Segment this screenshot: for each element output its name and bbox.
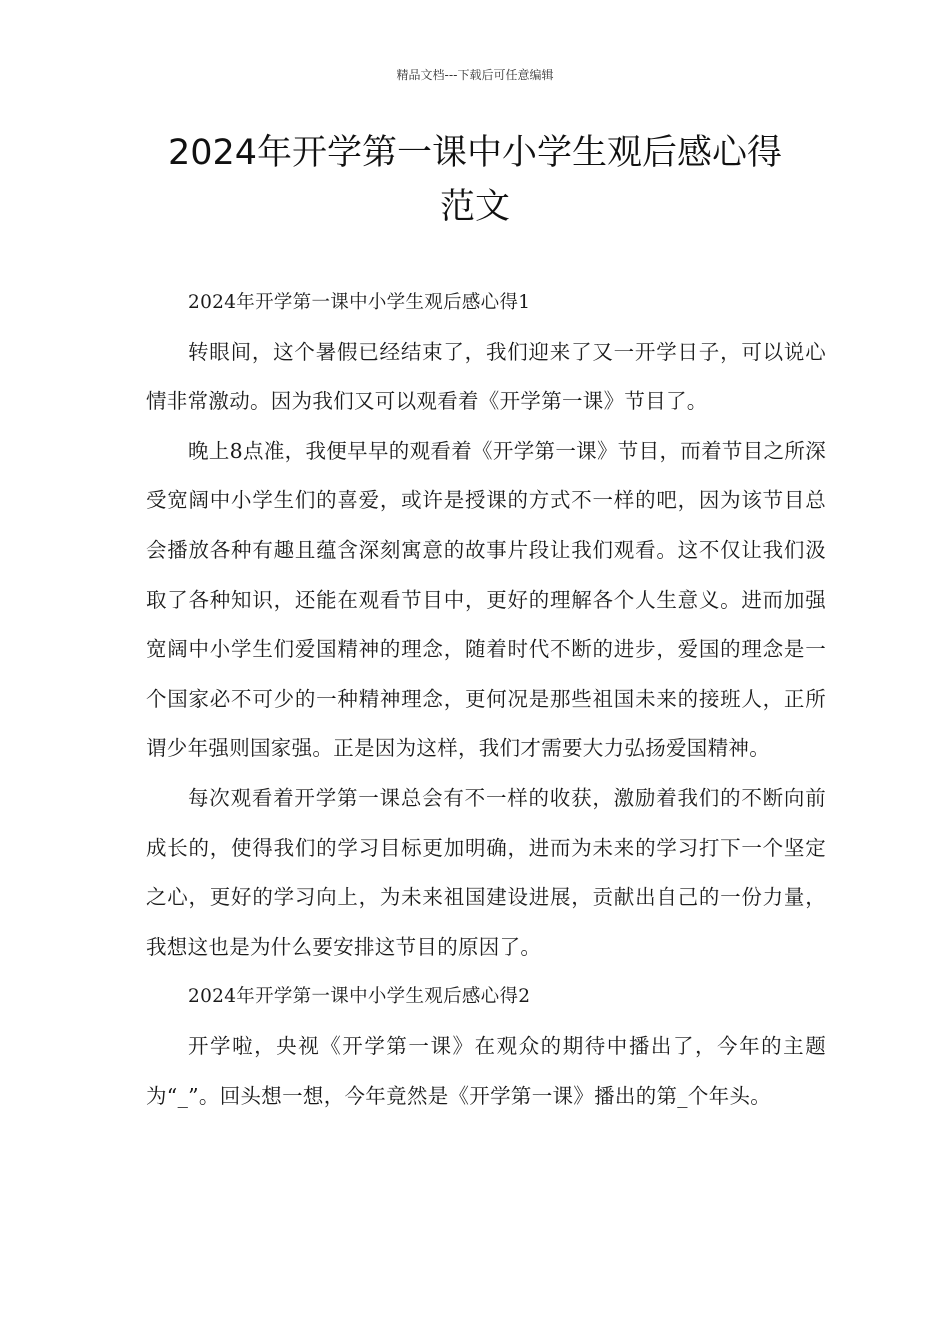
document-title (100, 126, 850, 234)
title-line-2: 范文 (439, 187, 510, 227)
paragraph: 转眼间，这个暑假已经结束了，我们迎来了又一开学日子，可以说心情非常激动。因为我们又可以观看着《开学第一课》节目了。 (146, 339, 826, 414)
paragraph: 开学啦，央视《开学第一课》在观众的期待中播出了，今年的主题为“_”。回头想一想，今年竟然是《开学第一课》播出的第_个年头。 (146, 1033, 826, 1108)
document-body (146, 278, 826, 1121)
title-line-1: 2024年开学第一课中小学生观后感心得 (167, 133, 783, 173)
section-heading: 2024年开学第一课中小学生观后感心得1 (188, 292, 531, 313)
paragraph: 晚上8点准，我便早早的观看着《开学第一课》节目，而着节目之所深受宽阔中小学生们的喜爱，或许是授课的方式不一样的吧，因为该节目总会播放各种有趣且蕴含深刻寓意的故事片段让我们观看。这不仅让我们汲取了各种知识，还能在观看节目中，更好的理解各个人生意义。进而加强宽阔中小学生们爱国精神的理念，随着时代不断的进步，爱国的理念是一个国家必不可少的一种精神理念，更何况是那些祖国未来的接班人，正所谓少年强则国家强。正是因为这样，我们才需要大力弘扬爱国精神。 (146, 438, 826, 761)
section-heading: 2024年开学第一课中小学生观后感心得2 (188, 986, 531, 1008)
header-note: 精品文档---下载后可任意编辑 (396, 68, 554, 82)
paragraph: 每次观看着开学第一课总会有不一样的收获，激励着我们的不断向前成长的，使得我们的学习目标更加明确，进而为未来的学习打下一个坚定之心，更好的学习向上，为未来祖国建设进展，贡献出自己的一份力量，我想这也是为什么要安排这节目的原因了。 (146, 785, 826, 959)
